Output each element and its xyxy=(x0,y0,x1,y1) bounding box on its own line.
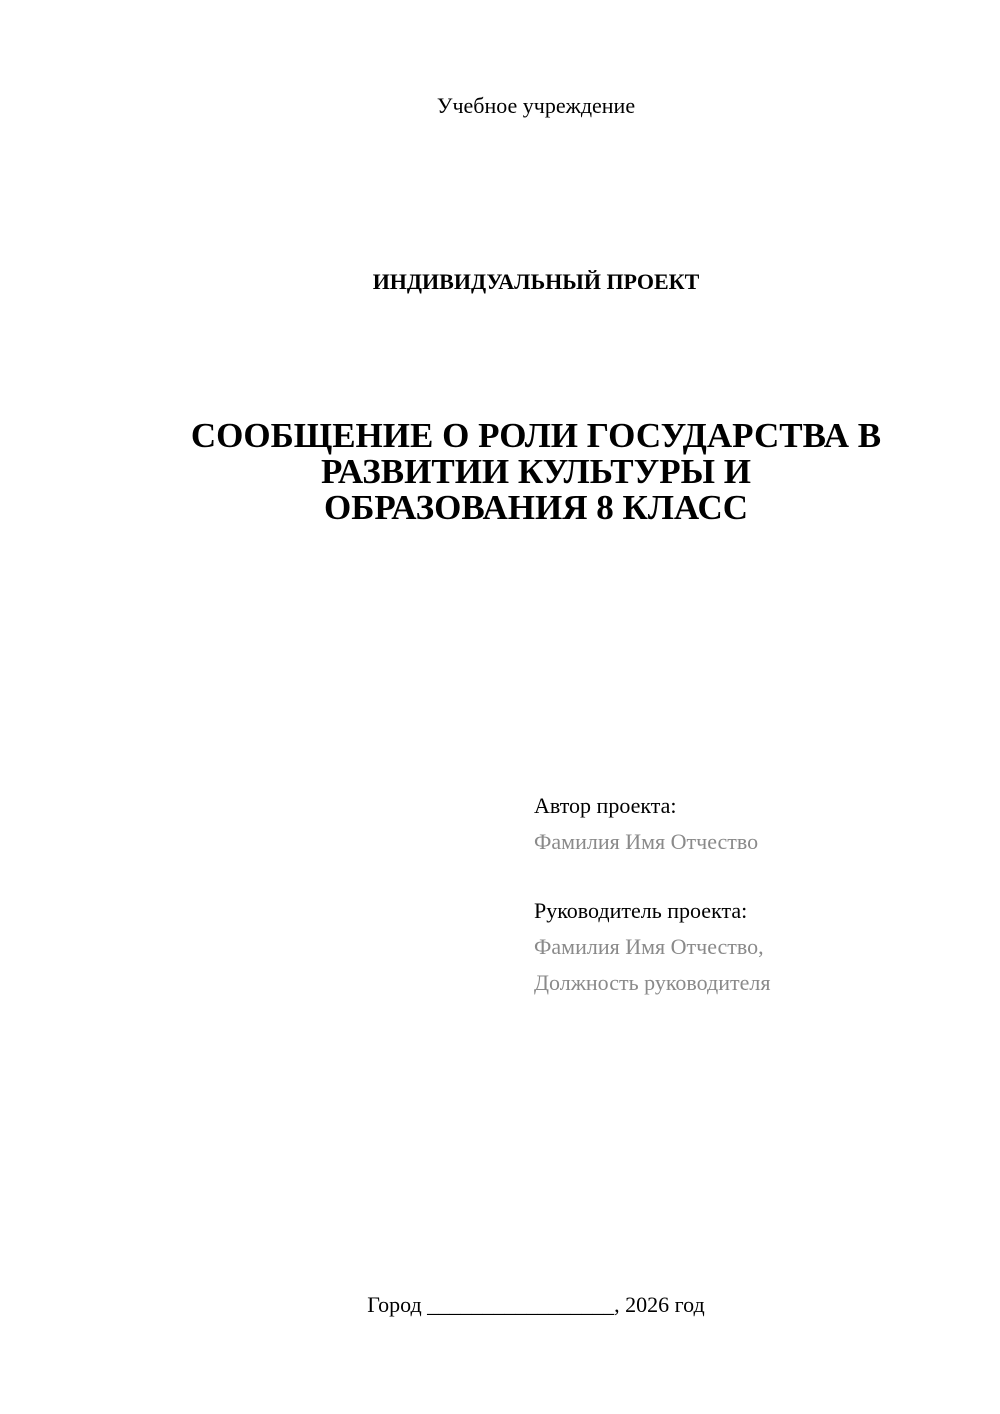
city-year-line: Город _________________, 2026 год xyxy=(367,1292,705,1317)
supervisor-block xyxy=(534,893,964,1001)
project-title-line: ОБРАЗОВАНИЯ 8 КЛАСС xyxy=(323,488,749,527)
supervisor-label: Руководитель проекта: xyxy=(534,898,748,923)
supervisor-name: Фамилия Имя Отчество, xyxy=(534,934,764,959)
project-title-line: СООБЩЕНИЕ О РОЛИ ГОСУДАРСТВА В xyxy=(190,416,882,455)
supervisor-position: Должность руководителя xyxy=(534,970,771,995)
project-title-line: РАЗВИТИИ КУЛЬТУРЫ И xyxy=(321,452,751,491)
project-title xyxy=(140,418,932,526)
institution-name: Учебное учреждение xyxy=(436,93,636,118)
author-block xyxy=(534,788,964,860)
author-name: Фамилия Имя Отчество xyxy=(534,829,759,854)
document-type: ИНДИВИДУАЛЬНЫЙ ПРОЕКТ xyxy=(372,269,700,294)
author-label: Автор проекта: xyxy=(534,793,677,818)
